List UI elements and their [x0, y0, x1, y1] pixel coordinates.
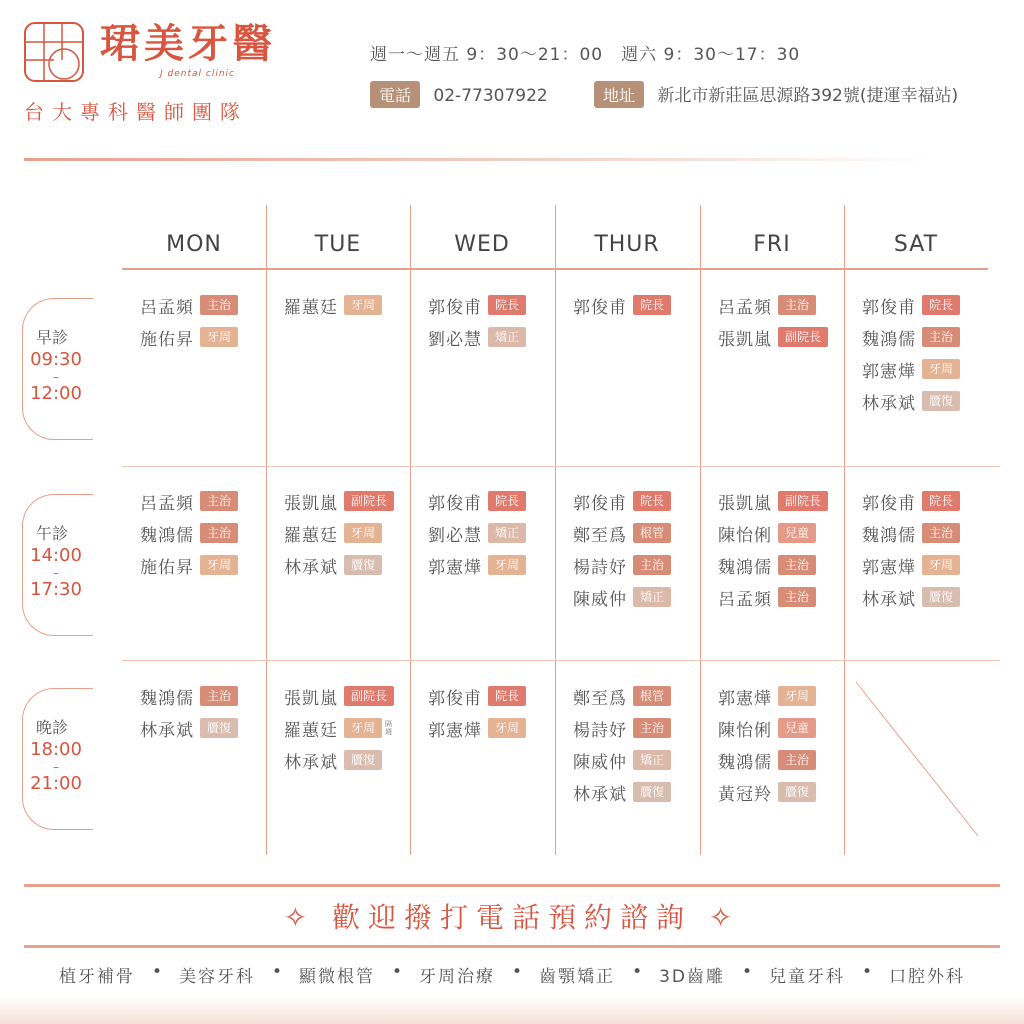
cell-wed-afternoon: [410, 485, 552, 581]
doctor-entry: [122, 712, 264, 744]
cell-mon-morning: [122, 289, 264, 353]
doctor-entry: [555, 744, 697, 776]
role-badge: 贗復: [344, 555, 382, 575]
role-badge: 矯正: [633, 587, 671, 607]
doctor-entry: [266, 744, 408, 776]
doctor-entry: [844, 485, 986, 517]
doctor-entry: [700, 321, 842, 353]
role-badge: 牙周: [344, 295, 382, 315]
role-badge: 贗復: [922, 391, 960, 411]
doctor-name: 楊詩妤: [573, 720, 627, 741]
session-evening: [22, 688, 93, 830]
separator-dot: •: [862, 962, 873, 982]
session-end: 12:00: [30, 383, 82, 404]
doctor-name: 郭俊甫: [573, 493, 627, 514]
cell-thur-evening: [555, 680, 697, 808]
doctor-entry: [410, 517, 552, 549]
role-badge: 主治: [633, 718, 671, 738]
session-dash: –: [53, 370, 59, 384]
doctor-name: 羅蕙廷: [284, 720, 338, 741]
session-dash: –: [53, 760, 59, 774]
doctor-name: 郭俊甫: [862, 297, 916, 318]
clinic-logo-icon: [24, 22, 84, 82]
doctor-entry: [410, 712, 552, 744]
doctor-name: 魏鴻儒: [718, 557, 772, 578]
cell-tue-morning: [266, 289, 408, 321]
doctor-entry: [700, 680, 842, 712]
role-badge: 矯正: [488, 523, 526, 543]
doctor-entry: [555, 549, 697, 581]
role-badge: 副院長: [778, 327, 828, 347]
role-badge: 主治: [778, 555, 816, 575]
doctor-name: 陳怡俐: [718, 720, 772, 741]
role-badge: 院長: [922, 295, 960, 315]
doctor-entry: [844, 321, 986, 353]
doctor-name: 郭憲燁: [862, 557, 916, 578]
doctor-name: 陳威仲: [573, 752, 627, 773]
doctor-entry: [700, 581, 842, 613]
doctor-entry: [700, 289, 842, 321]
schedule-note: 隔週: [385, 720, 393, 736]
clinic-subtitle: J dental clinic: [160, 69, 235, 79]
doctor-entry: [844, 385, 986, 417]
role-badge: 副院長: [344, 491, 394, 511]
role-badge: 兒童: [778, 718, 816, 738]
doctor-entry: [700, 712, 842, 744]
doctor-name: 魏鴻儒: [140, 525, 194, 546]
phone-number: 02-77307922: [433, 86, 548, 106]
day-header-tue: TUE: [314, 232, 362, 257]
role-badge: 主治: [200, 295, 238, 315]
service-item: 口腔外科: [889, 967, 966, 987]
cell-mon-afternoon: [122, 485, 264, 581]
doctor-entry: [844, 581, 986, 613]
closed-cell-slash: [844, 660, 1000, 855]
doctor-name: 林承斌: [862, 589, 916, 610]
doctor-name: 魏鴻儒: [718, 752, 772, 773]
role-badge: 牙周: [200, 327, 238, 347]
session-dash: –: [53, 566, 59, 580]
doctor-entry: [555, 517, 697, 549]
role-badge: 牙周: [922, 555, 960, 575]
role-badge: 根管: [633, 686, 671, 706]
doctor-name: 呂孟頻: [140, 493, 194, 514]
separator-dot: •: [392, 962, 403, 982]
doctor-entry: [410, 680, 552, 712]
doctor-name: 陳威仲: [573, 589, 627, 610]
role-badge: 院長: [488, 295, 526, 315]
doctor-name: 張凱嵐: [284, 688, 338, 709]
doctor-name: 呂孟頻: [718, 589, 772, 610]
role-badge: 副院長: [778, 491, 828, 511]
doctor-name: 鄭至爲: [573, 688, 627, 709]
role-badge: 主治: [778, 587, 816, 607]
doctor-name: 呂孟頻: [140, 297, 194, 318]
separator-dot: •: [271, 962, 282, 982]
cell-fri-morning: [700, 289, 842, 353]
cell-tue-afternoon: [266, 485, 408, 581]
cell-sat-morning: [844, 289, 986, 417]
doctor-name: 郭俊甫: [428, 297, 482, 318]
cell-wed-morning: [410, 289, 552, 353]
phone-row: [370, 81, 548, 108]
services-list: [0, 962, 1024, 987]
clinic-tagline: 台大專科醫師團隊: [24, 100, 248, 124]
doctor-entry: [266, 549, 408, 581]
doctor-name: 羅蕙廷: [284, 525, 338, 546]
doctor-entry: [410, 485, 552, 517]
role-badge: 牙周: [344, 523, 382, 543]
address-label: 地址: [594, 81, 644, 108]
clinic-name: 珺美牙醫: [100, 20, 276, 67]
day-header-mon: MON: [166, 232, 222, 257]
role-badge: 院長: [488, 686, 526, 706]
opening-hours: 週一～週五 9：30～21：00 週六 9：30～17：30: [370, 45, 801, 65]
doctor-name: 鄭至爲: [573, 525, 627, 546]
header-row-underline: [122, 268, 988, 270]
doctor-name: 施佑昇: [140, 329, 194, 350]
role-badge: 院長: [633, 295, 671, 315]
doctor-entry: [555, 289, 697, 321]
service-item: 美容牙科: [178, 967, 255, 987]
doctor-name: 郭憲燁: [428, 720, 482, 741]
doctor-name: 張凱嵐: [718, 329, 772, 350]
cell-fri-afternoon: [700, 485, 842, 613]
cell-thur-afternoon: [555, 485, 697, 613]
doctor-entry: [266, 712, 408, 744]
doctor-entry: [555, 680, 697, 712]
service-item: 兒童牙科: [769, 967, 846, 987]
separator-dot: •: [632, 962, 643, 982]
doctor-name: 劉必慧: [428, 329, 482, 350]
doctor-entry: [122, 289, 264, 321]
role-badge: 矯正: [488, 327, 526, 347]
doctor-name: 魏鴻儒: [862, 329, 916, 350]
role-badge: 牙周: [488, 718, 526, 738]
doctor-name: 郭俊甫: [573, 297, 627, 318]
doctor-name: 郭俊甫: [428, 688, 482, 709]
session-end: 21:00: [30, 773, 82, 794]
day-header-wed: WED: [454, 232, 510, 257]
doctor-entry: [122, 680, 264, 712]
doctor-entry: [266, 517, 408, 549]
role-badge: 主治: [778, 295, 816, 315]
session-start: 09:30: [30, 349, 82, 370]
service-item: 3D齒雕: [659, 967, 725, 987]
role-badge: 牙周: [200, 555, 238, 575]
cell-thur-morning: [555, 289, 697, 321]
role-badge: 矯正: [633, 750, 671, 770]
doctor-entry: [844, 289, 986, 321]
day-header-fri: FRI: [753, 232, 791, 257]
doctor-entry: [122, 321, 264, 353]
day-header-thur: THUR: [594, 232, 660, 257]
doctor-entry: [555, 776, 697, 808]
doctor-entry: [555, 712, 697, 744]
doctor-name: 張凱嵐: [284, 493, 338, 514]
separator-dot: •: [512, 962, 523, 982]
doctor-name: 劉必慧: [428, 525, 482, 546]
address-text: 新北市新莊區思源路392號(捷運幸福站): [657, 86, 959, 106]
doctor-entry: [700, 549, 842, 581]
separator-dot: •: [151, 962, 162, 982]
doctor-entry: [700, 485, 842, 517]
doctor-name: 林承斌: [284, 752, 338, 773]
doctor-name: 黃冠羚: [718, 784, 772, 805]
doctor-name: 呂孟頻: [718, 297, 772, 318]
role-badge: 主治: [200, 491, 238, 511]
doctor-entry: [122, 517, 264, 549]
role-badge: 主治: [922, 523, 960, 543]
cell-mon-evening: [122, 680, 264, 744]
session-name: 晚診: [35, 718, 68, 737]
role-badge: 副院長: [344, 686, 394, 706]
doctor-entry: [700, 517, 842, 549]
doctor-entry: [266, 680, 408, 712]
role-badge: 兒童: [778, 523, 816, 543]
role-badge: 牙周: [922, 359, 960, 379]
cell-wed-evening: [410, 680, 552, 744]
doctor-entry: [700, 744, 842, 776]
doctor-name: 郭憲燁: [718, 688, 772, 709]
doctor-name: 郭俊甫: [862, 493, 916, 514]
session-name: 早診: [35, 328, 68, 347]
doctor-name: 張凱嵐: [718, 493, 772, 514]
doctor-entry: [266, 485, 408, 517]
role-badge: 贗復: [200, 718, 238, 738]
doctor-name: 郭憲燁: [862, 361, 916, 382]
role-badge: 主治: [200, 686, 238, 706]
session-start: 14:00: [30, 545, 82, 566]
doctor-entry: [122, 485, 264, 517]
role-badge: 贗復: [344, 750, 382, 770]
separator-dot: •: [742, 962, 753, 982]
session-afternoon: [22, 494, 93, 636]
doctor-entry: [410, 289, 552, 321]
footer-fade: [0, 996, 1024, 1024]
role-badge: 主治: [633, 555, 671, 575]
doctor-name: 羅蕙廷: [284, 297, 338, 318]
doctor-entry: [844, 517, 986, 549]
doctor-entry: [122, 549, 264, 581]
doctor-entry: [555, 581, 697, 613]
doctor-name: 魏鴻儒: [140, 688, 194, 709]
doctor-entry: [555, 485, 697, 517]
role-badge: 贗復: [778, 782, 816, 802]
service-item: 植牙補骨: [58, 967, 135, 987]
role-badge: 院長: [488, 491, 526, 511]
session-name: 午診: [35, 524, 68, 543]
day-header-sat: SAT: [893, 232, 939, 257]
role-badge: 院長: [922, 491, 960, 511]
session-start: 18:00: [30, 739, 82, 760]
role-badge: 主治: [200, 523, 238, 543]
doctor-name: 郭憲燁: [428, 557, 482, 578]
doctor-name: 楊詩妤: [573, 557, 627, 578]
session-end: 17:30: [30, 579, 82, 600]
doctor-name: 施佑昇: [140, 557, 194, 578]
service-item: 顯微根管: [299, 967, 375, 987]
role-badge: 主治: [778, 750, 816, 770]
service-item: 牙周治療: [419, 967, 496, 987]
doctor-entry: [410, 321, 552, 353]
cell-fri-evening: [700, 680, 842, 808]
doctor-name: 郭俊甫: [428, 493, 482, 514]
footer-divider-top: [24, 884, 1000, 887]
doctor-name: 林承斌: [862, 393, 916, 414]
cell-sat-afternoon: [844, 485, 986, 613]
role-badge: 牙周: [488, 555, 526, 575]
doctor-name: 林承斌: [284, 557, 338, 578]
role-badge: 牙周: [778, 686, 816, 706]
role-badge: 贗復: [922, 587, 960, 607]
footer-divider-bottom: [24, 945, 1000, 948]
doctor-name: 林承斌: [140, 720, 194, 741]
role-badge: 院長: [633, 491, 671, 511]
doctor-entry: [844, 353, 986, 385]
row-divider: [122, 466, 1000, 467]
role-badge: 根管: [633, 523, 671, 543]
welcome-message: ✧ 歡迎撥打電話預約諮詢 ✧: [283, 901, 741, 934]
doctor-entry: [266, 289, 408, 321]
doctor-entry: [410, 549, 552, 581]
doctor-entry: [700, 776, 842, 808]
session-morning: [22, 298, 93, 440]
doctor-name: 林承斌: [573, 784, 627, 805]
doctor-name: 魏鴻儒: [862, 525, 916, 546]
doctor-entry: [844, 549, 986, 581]
address-row: [594, 81, 958, 108]
role-badge: 牙周: [344, 718, 382, 738]
role-badge: 主治: [922, 327, 960, 347]
header-divider: [24, 158, 934, 161]
service-item: 齒顎矯正: [539, 967, 616, 987]
role-badge: 贗復: [633, 782, 671, 802]
phone-label: 電話: [370, 81, 420, 108]
cell-tue-evening: [266, 680, 408, 776]
doctor-name: 陳怡俐: [718, 525, 772, 546]
